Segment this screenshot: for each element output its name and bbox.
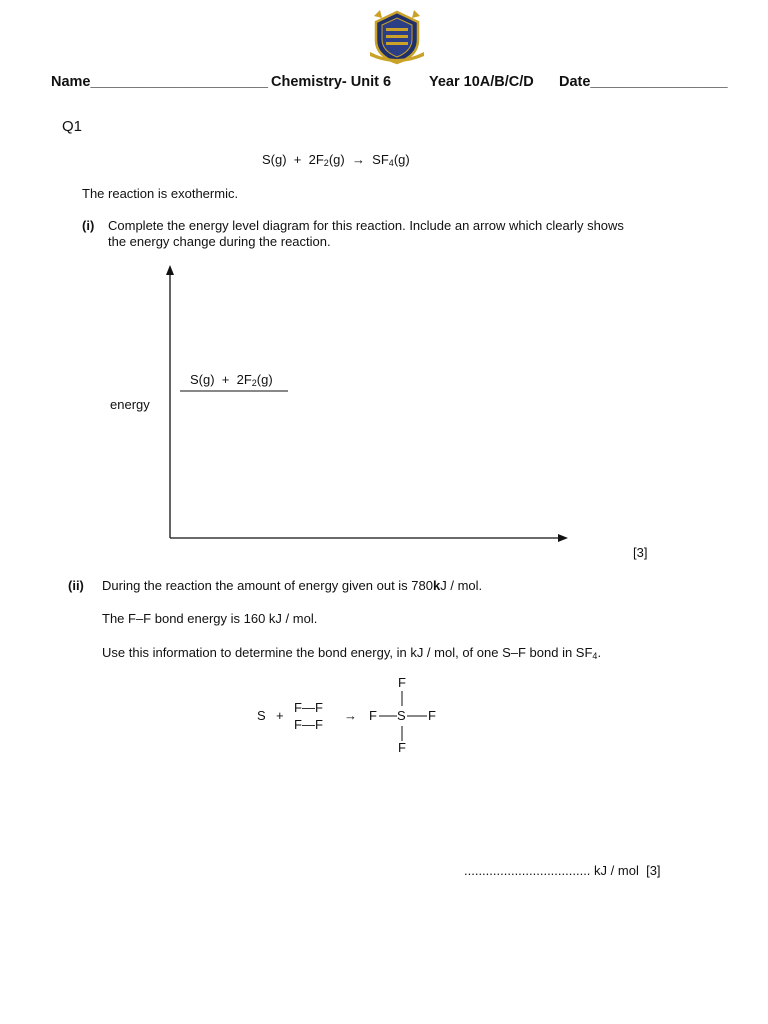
struct-f2-top: F—F [294,700,323,715]
part-ii-label: (ii) [68,578,84,593]
name-field-label: Name______________________ [51,74,268,90]
part-ii-line3-end: . [597,645,602,660]
part-i-marks: [3] [633,545,648,560]
eq-arrow: → [351,152,365,167]
part-ii-line2: The F–F bond energy is 160 kJ / mol. [102,611,318,626]
reactant-label-main: S(g) + 2F [190,372,252,387]
answer-unit: kJ / mol [594,863,639,878]
struct-f-right: F [428,708,436,723]
y-axis-label: energy [110,397,150,412]
y-axis-arrowhead [166,265,174,275]
struct-f-top: F [398,675,406,690]
part-i-text-line1: Complete the energy level diagram for this reaction. Include an arrow which clearly shows [108,218,624,233]
answer-dots[interactable]: ................................... [464,863,591,878]
part-ii-line1 [102,578,482,593]
part-ii-line3-text: Use this information to determine the bond energy, in kJ / mol, of one S–F bond in SF [102,645,593,660]
part-ii-line1-unit-rest: J / mol. [440,578,483,593]
school-crest-icon [368,8,426,66]
eq-product: SF [372,152,389,167]
intro-text: The reaction is exothermic. [82,186,239,201]
eq-product-subscript: 4 [388,158,394,168]
part-ii-marks: [3] [646,863,661,878]
part-ii-line3 [102,645,601,660]
part-ii-line3-subscript: 4 [592,651,598,661]
eq-fluorine-state: (g) [328,152,345,167]
answer-line[interactable] [464,863,661,878]
eq-fluorine: 2F [308,152,324,167]
eq-plus: + [293,152,302,167]
sf4-bond-lines [370,688,440,744]
question-number: Q1 [62,118,83,135]
year-groups: Year 10A/B/C/D [429,74,534,90]
reactant-label-state: (g) [256,372,273,387]
eq-product-state: (g) [393,152,410,167]
reactant-level-label [190,372,273,387]
reaction-equation [262,152,410,167]
struct-s-center: S [397,708,406,723]
x-axis-arrowhead [558,534,568,542]
eq-sulfur: S(g) [262,152,287,167]
date-field-label: Date_________________ [559,74,728,90]
part-i-text-line2: the energy change during the reaction. [108,234,331,249]
struct-sulfur: S [257,708,266,723]
reactant-label-subscript: 2 [251,378,257,388]
struct-f2-bottom: F—F [294,717,323,732]
struct-f-left: F [369,708,377,723]
struct-f-bottom: F [398,740,406,755]
struct-plus: + [276,708,284,723]
part-i-label: (i) [82,218,95,233]
part-ii-line1-text: During the reaction the amount of energy given out is 780 [102,578,433,593]
subject-title: Chemistry- Unit 6 [271,74,392,90]
part-ii-line1-unit-k: k [433,578,441,593]
struct-arrow: → [344,708,357,723]
eq-fluorine-subscript: 2 [323,158,329,168]
